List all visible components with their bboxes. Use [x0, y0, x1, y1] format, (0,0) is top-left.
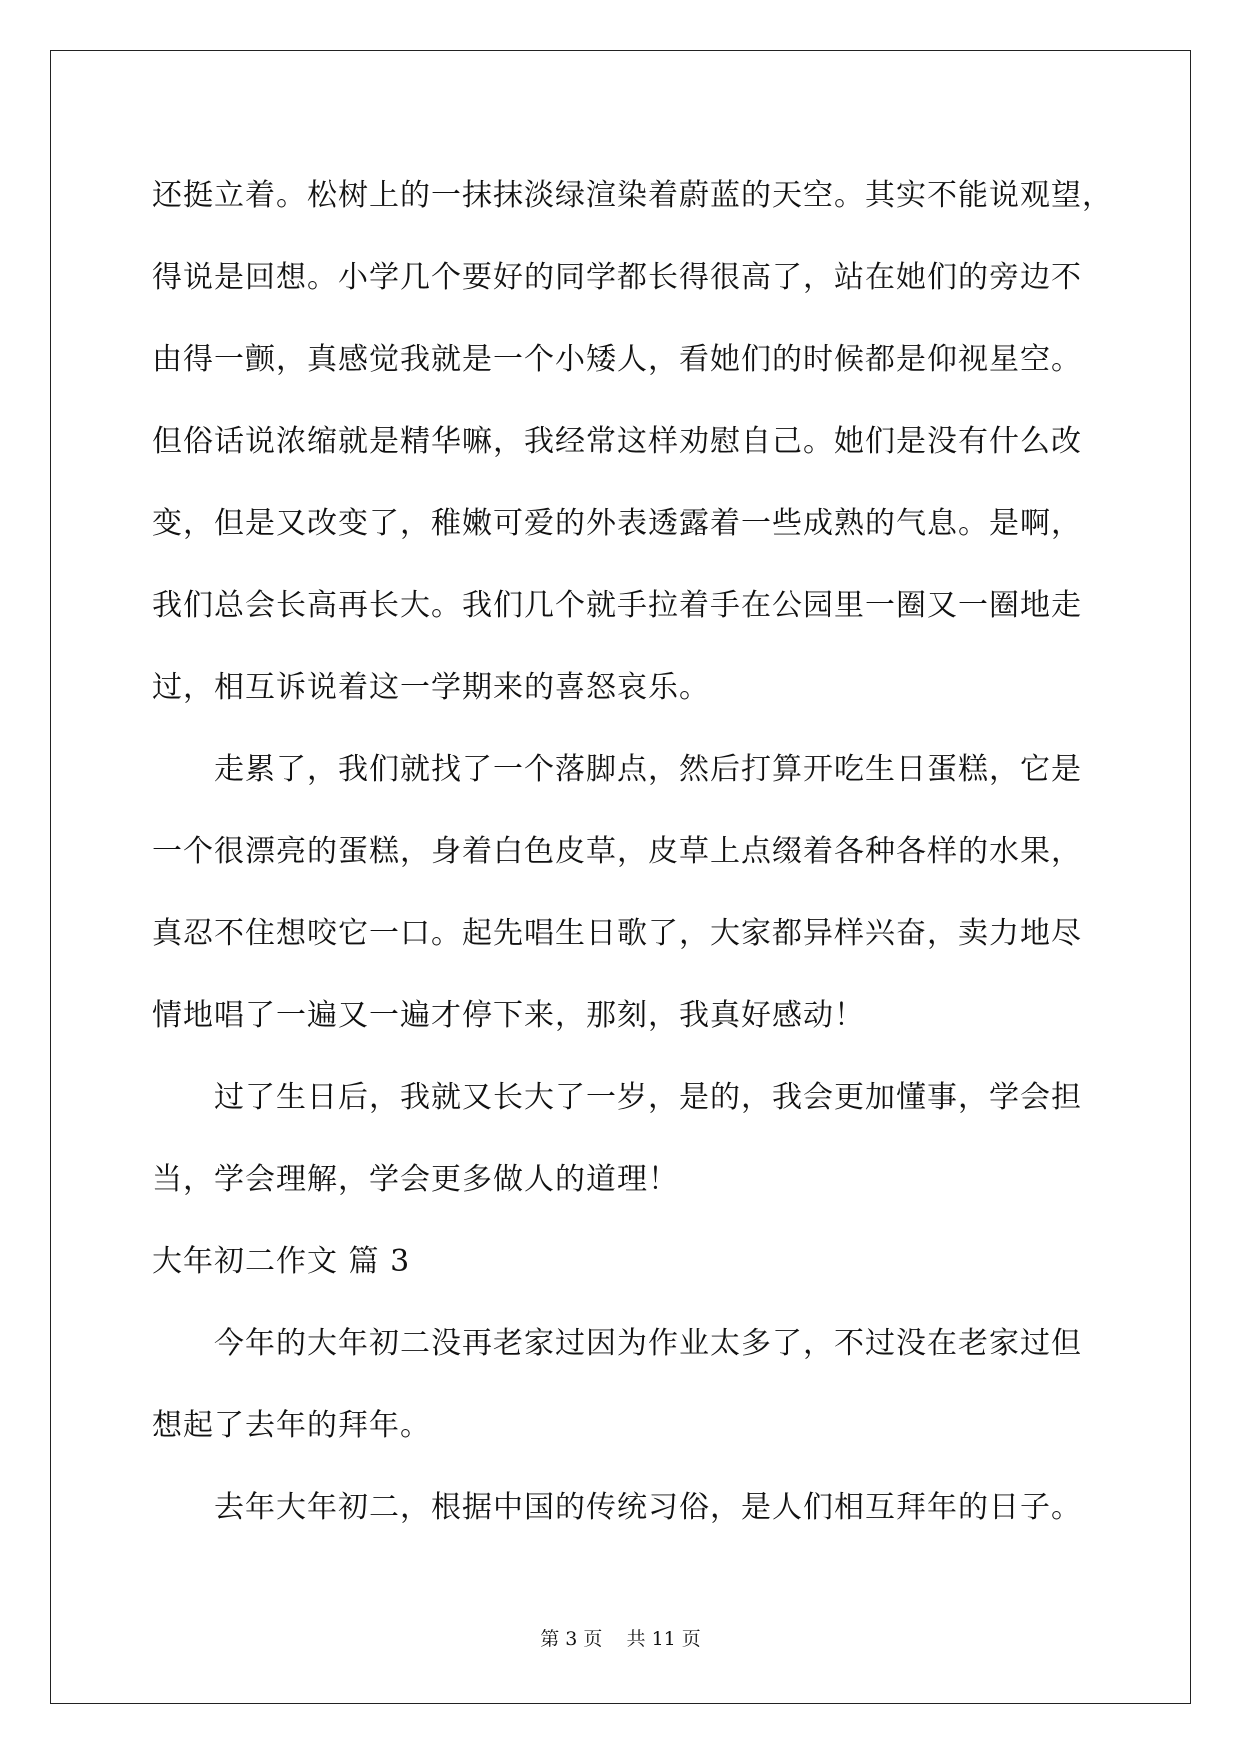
text-line-3: 由得一颤，真感觉我就是一个小矮人，看她们的时候都是仰视星空。 [152, 342, 1082, 377]
section-heading: 大年初二作文 篇 3 [152, 1244, 411, 1279]
text-line-13: 当，学会理解，学会更多做人的道理！ [152, 1162, 679, 1197]
page-number-label: 第 3 页 共 11 页 [540, 1628, 701, 1650]
text-line-1: 还挺立着。松树上的一抹抹淡绿渲染着蔚蓝的天空。其实不能说观望， [152, 178, 1113, 213]
text-line-4: 但俗话说浓缩就是精华嘛，我经常这样劝慰自己。她们是没有什么改 [152, 424, 1082, 459]
text-line-16: 想起了去年的拜年。 [152, 1408, 431, 1443]
document-body [152, 155, 1113, 1549]
text-line-9: 一个很漂亮的蛋糕，身着白色皮草，皮草上点缀着各种各样的水果， [152, 834, 1082, 869]
text-line-7: 过，相互诉说着这一学期来的喜怒哀乐。 [152, 670, 710, 705]
text-line-5: 变，但是又改变了，稚嫩可爱的外表透露着一些成熟的气息。是啊， [152, 506, 1082, 541]
text-line-6: 我们总会长高再长大。我们几个就手拉着手在公园里一圈又一圈地走 [152, 588, 1082, 623]
text-line-15: 今年的大年初二没再老家过因为作业太多了，不过没在老家过但 [214, 1326, 1082, 1361]
text-line-8: 走累了，我们就找了一个落脚点，然后打算开吃生日蛋糕，它是 [214, 752, 1082, 787]
text-line-10: 真忍不住想咬它一口。起先唱生日歌了，大家都异样兴奋，卖力地尽 [152, 916, 1082, 951]
text-line-2: 得说是回想。小学几个要好的同学都长得很高了，站在她们的旁边不 [152, 260, 1082, 295]
text-line-11: 情地唱了一遍又一遍才停下来，那刻，我真好感动！ [152, 998, 865, 1033]
text-line-12: 过了生日后，我就又长大了一岁，是的，我会更加懂事，学会担 [214, 1080, 1082, 1115]
text-line-17: 去年大年初二，根据中国的传统习俗，是人们相互拜年的日子。 [214, 1490, 1082, 1525]
page-footer [0, 1624, 1241, 1651]
